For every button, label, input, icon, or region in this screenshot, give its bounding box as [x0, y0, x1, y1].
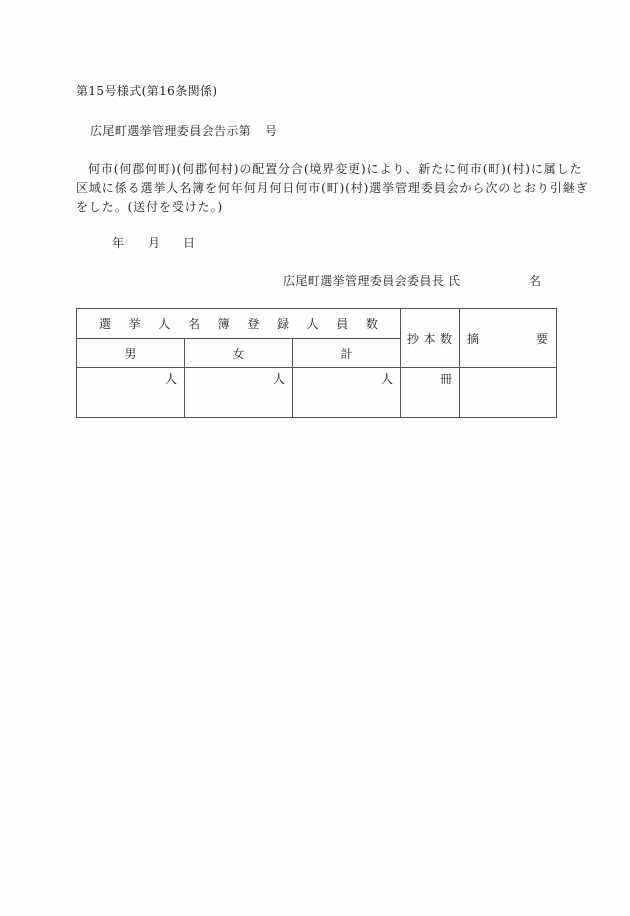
header-char: 要: [535, 331, 548, 346]
header-char: 抄: [407, 331, 420, 346]
body-paragraph: [76, 160, 589, 217]
date-day-label: 日: [183, 236, 196, 250]
notice-number-label: 広尾町選挙管理委員会告示第: [90, 124, 252, 138]
header-char: 摘: [467, 331, 480, 346]
header-registered-voters-count: [77, 309, 401, 339]
body-line-3: をした。(送付を受けた。): [76, 200, 224, 214]
header-char: 本: [423, 331, 436, 346]
header-summary: [460, 309, 557, 368]
date-month-label: 月: [148, 236, 161, 250]
signer-title: 広尾町選挙管理委員会委員長: [283, 274, 445, 288]
cell-total-count[interactable]: [293, 368, 401, 418]
subheader-male: 男: [77, 339, 185, 368]
header-char: 登: [247, 317, 260, 331]
subheader-female: 女: [185, 339, 293, 368]
signer-name-label-mei: 名: [529, 274, 542, 288]
signer-name-label-shi: 氏: [448, 274, 461, 288]
header-char: 員: [336, 317, 349, 331]
header-char: 簿: [217, 317, 230, 331]
form-label: 第15号様式(第16条関係): [76, 84, 218, 98]
subheader-total: 計: [293, 339, 401, 368]
unit-persons: 人: [272, 372, 285, 386]
cell-female-count[interactable]: [185, 368, 293, 418]
cell-male-count[interactable]: [77, 368, 185, 418]
body-line-2: 区域に係る選挙人名簿を何年何月何日何市(町)(村)選挙管理委員会から次のとおり引継ぎ: [76, 181, 589, 195]
header-char: 選: [99, 317, 112, 331]
unit-persons: 人: [164, 372, 177, 386]
date-year-label: 年: [112, 236, 125, 250]
header-copies: [401, 309, 460, 368]
header-char: 人: [158, 317, 171, 331]
cell-copies-count[interactable]: [401, 368, 460, 418]
header-char: 数: [439, 331, 452, 346]
unit-volumes: 冊: [439, 372, 452, 386]
registration-table: [76, 308, 557, 418]
unit-persons: 人: [380, 372, 393, 386]
header-char: 挙: [128, 317, 141, 331]
header-char: 録: [276, 317, 289, 331]
cell-summary[interactable]: [460, 368, 557, 418]
header-char: 名: [187, 317, 200, 331]
notice-number-suffix: 号: [265, 124, 278, 138]
header-char: 数: [365, 317, 378, 331]
header-char: 人: [306, 317, 319, 331]
body-line-1: 何市(何郡何町)(何郡何村)の配置分合(境界変更)により、新たに何市(町)(村)に属した: [88, 162, 583, 176]
